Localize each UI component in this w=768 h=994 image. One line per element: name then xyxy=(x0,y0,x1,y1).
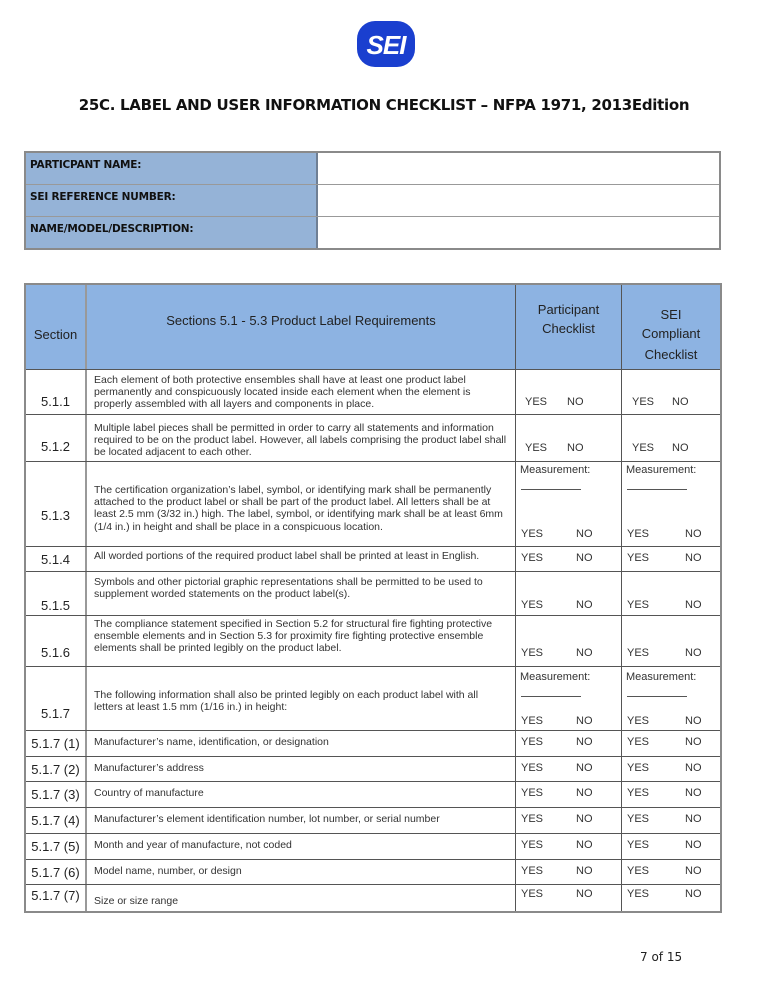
info-row-name-model-description xyxy=(26,217,719,248)
sei-yes[interactable]: YES xyxy=(627,813,650,825)
sei-yes[interactable]: YES xyxy=(627,736,650,748)
sei-measurement-field[interactable] xyxy=(627,489,687,490)
sei-yes[interactable]: YES xyxy=(632,442,655,454)
requirement-text: Manufacturer’s address xyxy=(94,762,204,774)
sei-yes[interactable]: YES xyxy=(627,888,650,900)
sei-no[interactable]: NO xyxy=(685,865,702,877)
participant-no[interactable]: NO xyxy=(567,396,584,408)
section-number: 5.1.6 xyxy=(41,645,70,660)
sei-no[interactable]: NO xyxy=(672,442,689,454)
sei-no[interactable]: NO xyxy=(685,888,702,900)
participant-no[interactable]: NO xyxy=(576,736,593,748)
table-row xyxy=(26,757,720,782)
requirement-text: Manufacturer’s element identification number, lot number, or serial number xyxy=(94,813,440,825)
participant-no[interactable]: NO xyxy=(567,442,584,454)
participant-yes[interactable]: YES xyxy=(521,888,544,900)
sei-no[interactable]: NO xyxy=(685,715,702,727)
participant-yes[interactable]: YES xyxy=(521,599,544,611)
reference-number-label: SEI REFERENCE NUMBER: xyxy=(26,185,318,216)
table-row xyxy=(26,860,720,885)
table-row xyxy=(26,616,720,667)
header-sei-line2: Compliant xyxy=(641,326,701,341)
section-number: 5.1.3 xyxy=(41,508,70,523)
participant-yes[interactable]: YES xyxy=(521,839,544,851)
sei-no[interactable]: NO xyxy=(685,552,702,564)
requirement-text: Multiple label pieces shall be permitted in order to carry all statements and information required to be on the product label. However, all labels comprising the product label shall be located adjacent to each other. xyxy=(94,422,507,459)
participant-no[interactable]: NO xyxy=(576,762,593,774)
participant-no[interactable]: NO xyxy=(576,787,593,799)
header-participant-line2: Checklist xyxy=(542,321,595,336)
info-row-participant-name xyxy=(26,153,719,185)
sei-yes[interactable]: YES xyxy=(627,599,650,611)
section-number: 5.1.1 xyxy=(41,394,70,409)
checklist-table xyxy=(24,283,722,913)
participant-yes[interactable]: YES xyxy=(521,813,544,825)
requirement-text: Month and year of manufacture, not coded xyxy=(94,839,292,851)
requirement-text: Size or size range xyxy=(94,895,179,907)
sei-no[interactable]: NO xyxy=(685,528,702,540)
participant-yes[interactable]: YES xyxy=(525,442,548,454)
sei-yes[interactable]: YES xyxy=(632,396,655,408)
section-number: 5.1.7 (5) xyxy=(31,839,80,854)
section-number: 5.1.2 xyxy=(41,439,70,454)
header-sei-line3: Checklist xyxy=(644,347,698,362)
page-number: 7 of 15 xyxy=(640,950,683,964)
sei-measurement-field[interactable] xyxy=(627,696,687,697)
participant-name-field[interactable] xyxy=(318,153,719,184)
table-row xyxy=(26,667,720,731)
sei-yes[interactable]: YES xyxy=(627,715,650,727)
name-model-description-label: NAME/MODEL/DESCRIPTION: xyxy=(26,217,318,248)
section-number: 5.1.5 xyxy=(41,598,70,613)
participant-no[interactable]: NO xyxy=(576,647,593,659)
participant-yes[interactable]: YES xyxy=(521,715,544,727)
sei-no[interactable]: NO xyxy=(685,647,702,659)
sei-no[interactable]: NO xyxy=(685,736,702,748)
table-row xyxy=(26,462,720,547)
participant-yes[interactable]: YES xyxy=(521,647,544,659)
participant-yes[interactable]: YES xyxy=(521,787,544,799)
sei-yes[interactable]: YES xyxy=(627,865,650,877)
table-row xyxy=(26,572,720,616)
participant-yes[interactable]: YES xyxy=(525,396,548,408)
participant-measurement-label: Measurement: xyxy=(520,671,591,683)
section-number: 5.1.7 (3) xyxy=(31,787,80,802)
participant-yes[interactable]: YES xyxy=(521,528,544,540)
section-number: 5.1.7 (1) xyxy=(31,736,80,751)
sei-no[interactable]: NO xyxy=(685,787,702,799)
sei-no[interactable]: NO xyxy=(685,813,702,825)
table-row xyxy=(26,415,720,462)
sei-yes[interactable]: YES xyxy=(627,528,650,540)
section-number: 5.1.7 xyxy=(41,706,70,721)
header-participant-line1: Participant xyxy=(537,302,600,317)
sei-measurement-label: Measurement: xyxy=(626,671,697,683)
info-row-reference-number xyxy=(26,185,719,217)
participant-no[interactable]: NO xyxy=(576,888,593,900)
section-number: 5.1.7 (7) xyxy=(31,888,80,903)
table-row xyxy=(26,885,720,911)
sei-measurement-label: Measurement: xyxy=(626,464,697,476)
table-row xyxy=(26,547,720,572)
requirement-text: Country of manufacture xyxy=(94,787,204,799)
section-number: 5.1.7 (2) xyxy=(31,762,80,777)
header-sei-line1: SEI xyxy=(660,307,682,322)
participant-info-table xyxy=(24,151,721,250)
section-number: 5.1.7 (6) xyxy=(31,865,80,880)
reference-number-field[interactable] xyxy=(318,185,719,216)
table-row xyxy=(26,370,720,415)
header-description xyxy=(87,285,516,369)
sei-yes[interactable]: YES xyxy=(627,762,650,774)
header-description-label: Sections 5.1 - 5.3 Product Label Requirements xyxy=(166,313,436,328)
participant-yes[interactable]: YES xyxy=(521,552,544,564)
sei-no[interactable]: NO xyxy=(685,762,702,774)
requirement-text: The certification organization’s label, symbol, or identifying mark shall be permanently attached to the product label or shall be part of the product label. All letters shall be at least 2.5 mm (3/32 in.) high. The label, symbol, or identifying mark shall be at least 6mm (1/4 in.) in height and shall be place in a conspicuous location. xyxy=(94,484,503,533)
sei-no[interactable]: NO xyxy=(672,396,689,408)
participant-name-label: PARTICPANT NAME: xyxy=(26,153,318,184)
requirement-text: The following information shall also be printed legibly on each product label with all letters at least 1.5 mm (1/16 in.) in height: xyxy=(94,689,479,714)
participant-no[interactable]: NO xyxy=(576,528,593,540)
header-section xyxy=(26,285,87,369)
requirement-text: Each element of both protective ensembles shall have at least one product label permanently and conspicuously located inside each element when the element is properly assembled with all layers and components in place. xyxy=(94,374,471,411)
table-row xyxy=(26,808,720,834)
sei-response xyxy=(622,370,720,414)
participant-measurement-field[interactable] xyxy=(521,489,581,490)
sei-yes[interactable]: YES xyxy=(627,647,650,659)
participant-no[interactable]: NO xyxy=(576,715,593,727)
requirement-text: Symbols and other pictorial graphic representations shall be permitted to be used to supplement worded statements on the product label(s). xyxy=(94,576,483,601)
sei-no[interactable]: NO xyxy=(685,599,702,611)
participant-yes[interactable]: YES xyxy=(521,762,544,774)
participant-no[interactable]: NO xyxy=(576,813,593,825)
table-row xyxy=(26,731,720,757)
header-sei-compliant-checklist xyxy=(622,285,720,369)
sei-yes[interactable]: YES xyxy=(627,787,650,799)
checklist-header-row xyxy=(26,285,720,370)
participant-no[interactable]: NO xyxy=(576,839,593,851)
table-row xyxy=(26,834,720,860)
header-participant-checklist xyxy=(516,285,622,369)
table-row xyxy=(26,782,720,808)
section-number: 5.1.7 (4) xyxy=(31,813,80,828)
svg-text:SEI: SEI xyxy=(366,30,406,60)
participant-measurement-label: Measurement: xyxy=(520,464,591,476)
requirement-text: The compliance statement specified in Section 5.2 for structural fire fighting protective ensemble elements and in Section 5.3 for proximity fire fighting protective ensemble elements shall be printed legibly on the product label. xyxy=(94,618,493,655)
participant-no[interactable]: NO xyxy=(576,865,593,877)
name-model-description-field[interactable] xyxy=(318,217,719,248)
section-number: 5.1.4 xyxy=(41,552,70,567)
requirement-text: Model name, number, or design xyxy=(94,865,242,877)
participant-response xyxy=(516,370,622,414)
sei-yes[interactable]: YES xyxy=(627,839,650,851)
document-title: 25C. LABEL AND USER INFORMATION CHECKLIST – NFPA 1971, 2013Edition xyxy=(78,96,690,114)
requirement-text: All worded portions of the required product label shall be printed at least in English. xyxy=(94,550,480,562)
participant-no[interactable]: NO xyxy=(576,599,593,611)
sei-logo xyxy=(355,18,417,70)
requirement-text: Manufacturer’s name, identification, or designation xyxy=(94,736,329,748)
participant-measurement-field[interactable] xyxy=(521,696,581,697)
participant-no[interactable]: NO xyxy=(576,552,593,564)
participant-yes[interactable]: YES xyxy=(521,736,544,748)
header-section-label: Section xyxy=(33,327,78,342)
sei-yes[interactable]: YES xyxy=(627,552,650,564)
sei-no[interactable]: NO xyxy=(685,839,702,851)
participant-yes[interactable]: YES xyxy=(521,865,544,877)
